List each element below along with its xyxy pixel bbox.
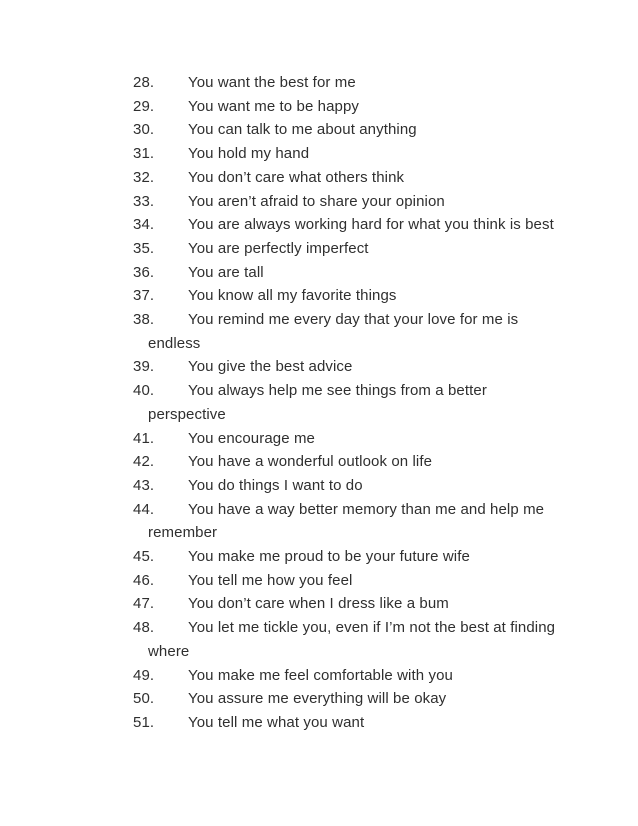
item-number: 29. xyxy=(133,97,155,115)
item-text: You tell me what you want xyxy=(188,713,365,731)
item-text: You have a way better memory than me and help me xyxy=(188,500,545,518)
item-number: 43. xyxy=(133,476,155,494)
list-item xyxy=(133,664,630,688)
list-item xyxy=(133,261,630,285)
item-number: 50. xyxy=(133,690,155,708)
item-text: You encourage me xyxy=(188,429,315,447)
item-number: 28. xyxy=(133,74,155,91)
item-text-wrap: where xyxy=(148,642,190,660)
list-item xyxy=(133,711,630,735)
item-text: You don’t care when I dress like a bum xyxy=(188,595,449,613)
item-text: You give the best advice xyxy=(188,358,353,376)
item-text: You want me to be happy xyxy=(188,97,360,115)
item-number: 31. xyxy=(133,145,155,163)
list-item xyxy=(133,687,630,711)
item-number: 48. xyxy=(133,619,155,637)
list-item xyxy=(133,569,630,593)
list-item xyxy=(133,213,630,237)
item-text: You assure me everything will be okay xyxy=(188,690,447,708)
list-item xyxy=(133,474,630,498)
item-number: 46. xyxy=(133,571,155,589)
item-text: You are tall xyxy=(188,263,264,281)
item-text: You are perfectly imperfect xyxy=(188,239,369,257)
item-number: 33. xyxy=(133,192,155,210)
item-number: 37. xyxy=(133,287,155,305)
item-text-wrap: perspective xyxy=(148,405,226,423)
item-text: You remind me every day that your love for me is xyxy=(188,311,519,329)
item-text: You let me tickle you, even if I’m not the best at finding xyxy=(188,619,556,637)
item-number: 42. xyxy=(133,453,155,471)
item-text: You tell me how you feel xyxy=(188,571,353,589)
list-item xyxy=(133,190,630,214)
item-text: You don’t care what others think xyxy=(188,168,405,186)
list-item xyxy=(133,498,630,545)
item-text: You make me feel comfortable with you xyxy=(188,666,453,684)
list-item xyxy=(133,118,630,142)
item-number: 47. xyxy=(133,595,155,613)
item-number: 40. xyxy=(133,382,155,400)
list-item xyxy=(133,284,630,308)
list-item xyxy=(133,616,630,663)
item-text-wrap: endless xyxy=(148,334,201,352)
list-item xyxy=(133,142,630,166)
item-text-wrap: remember xyxy=(148,524,218,542)
list-item xyxy=(133,427,630,451)
list-item xyxy=(133,166,630,190)
list-item xyxy=(133,450,630,474)
list-item xyxy=(133,545,630,569)
item-text: You aren’t afraid to share your opinion xyxy=(188,192,445,210)
item-number: 36. xyxy=(133,263,155,281)
list-item xyxy=(133,592,630,616)
item-number: 44. xyxy=(133,500,155,518)
item-number: 34. xyxy=(133,216,155,234)
list-item xyxy=(133,379,630,426)
item-text: You do things I want to do xyxy=(188,476,363,494)
item-text: You hold my hand xyxy=(188,145,310,163)
list-item xyxy=(133,355,630,379)
list-item xyxy=(133,95,630,119)
list-item xyxy=(133,71,630,95)
item-text: You are always working hard for what you think is best xyxy=(188,216,554,234)
item-number: 32. xyxy=(133,168,155,186)
item-number: 35. xyxy=(133,239,155,257)
item-text: You make me proud to be your future wife xyxy=(188,548,470,566)
item-number: 41. xyxy=(133,429,155,447)
item-number: 49. xyxy=(133,666,155,684)
item-text: You can talk to me about anything xyxy=(188,121,417,139)
item-text: You know all my favorite things xyxy=(188,287,397,305)
item-text: You always help me see things from a better xyxy=(188,382,487,400)
item-number: 39. xyxy=(133,358,155,376)
item-text: You have a wonderful outlook on life xyxy=(188,453,433,471)
item-number: 51. xyxy=(133,713,155,731)
list-item xyxy=(133,237,630,261)
item-text: You want the best for me xyxy=(188,74,356,91)
item-number: 38. xyxy=(133,311,155,329)
item-number: 45. xyxy=(133,548,155,566)
list-item xyxy=(133,308,630,355)
item-number: 30. xyxy=(133,121,155,139)
